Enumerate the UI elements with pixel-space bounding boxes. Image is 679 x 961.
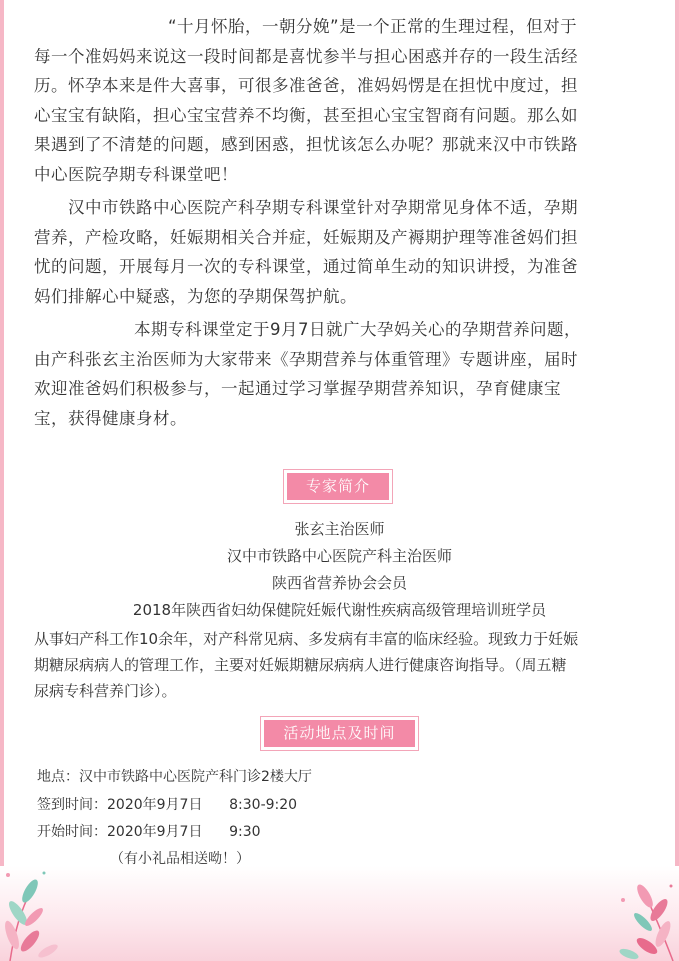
expert-section-header (283, 469, 393, 504)
text-line: 心宝宝有缺陷，担心宝宝营养不均衡，甚至担心宝宝智商有问题。那么如 (34, 105, 578, 125)
text-line: 忧的问题，开展每月一次的专科课堂，通过简单生动的知识讲授，为准爸 (34, 257, 578, 276)
event-start-time: 开始时间：2020年9月7日 9:30 (37, 824, 261, 840)
text-line: 尿病专科营养门诊）。 (34, 682, 177, 700)
expert-description (34, 626, 658, 704)
expert-position: 汉中市铁路中心医院产科主治医师 (226, 547, 452, 565)
intro-paragraph-2 (34, 193, 658, 311)
text-line: 期糖尿病病人的管理工作，主要对妊娠期糖尿病病人进行健康咨询指导。（周五糖 (34, 656, 567, 674)
expert-training: 2018年陕西省妇幼保健院妊娠代谢性疾病高级管理培训班学员 (132, 601, 547, 619)
right-border (675, 0, 679, 961)
event-gift-note: （有小礼品相送呦！） (110, 851, 250, 867)
text-line: 欢迎准爸妈们积极参与，一起通过学习掌握孕期营养知识，孕育健康宝 (34, 379, 561, 398)
text-line: 妈们排解心中疑惑，为您的孕期保驾护航。 (34, 286, 357, 306)
expert-name: 张玄主治医师 (294, 520, 385, 538)
text-line: 汉中市铁路中心医院产科孕期专科课堂针对孕期常见身体不适，孕期 (68, 198, 578, 217)
flower-leaves-left-icon (0, 855, 80, 961)
expert-section-title: 专家简介 (287, 473, 389, 500)
event-signin-time: 签到时间：2020年9月7日 8:30-9:20 (37, 797, 298, 813)
flower-leaves-right-icon (603, 870, 679, 961)
text-line: “十月怀胎，一朝分娩”是一个正常的生理过程，但对于 (168, 17, 578, 36)
text-line: 每一个准妈妈来说这一段时间都是喜忧参半与担心困惑并存的一段生活经 (34, 46, 578, 66)
expert-membership: 陕西省营养协会会员 (271, 574, 407, 592)
left-border (0, 0, 4, 961)
text-line: 本期专科课堂定于9月7日就广大孕妈关心的孕期营养问题， (134, 320, 581, 339)
text-line: 中心医院孕期专科课堂吧！ (34, 164, 238, 184)
text-line: 营养，产检攻略，妊娠期相关合并症，妊娠期及产褥期护理等准爸妈们担 (34, 227, 578, 247)
event-place: 地点：汉中市铁路中心医院产科门诊2楼大厅 (37, 769, 312, 785)
text-line: 果遇到了不清楚的问题，感到困惑，担忧该怎么办呢？那就来汉中市铁路 (34, 135, 578, 154)
event-section-header (260, 716, 419, 751)
text-line: 宝，获得健康身材。 (34, 408, 187, 428)
text-line: 从事妇产科工作10余年，对产科常见病、多发病有丰富的临床经验。现致力于妊娠 (34, 630, 579, 648)
text-line: 由产科张玄主治医师为大家带来《孕期营养与体重管理》专题讲座，届时 (34, 349, 578, 369)
bottom-pink-band (0, 866, 679, 961)
intro-paragraph-3 (34, 315, 658, 433)
event-section-title: 活动地点及时间 (264, 720, 415, 747)
text-line: 历。怀孕本来是件大喜事，可很多准爸爸，准妈妈愣是在担忧中度过，担 (34, 76, 578, 95)
intro-paragraph-1 (34, 12, 658, 189)
